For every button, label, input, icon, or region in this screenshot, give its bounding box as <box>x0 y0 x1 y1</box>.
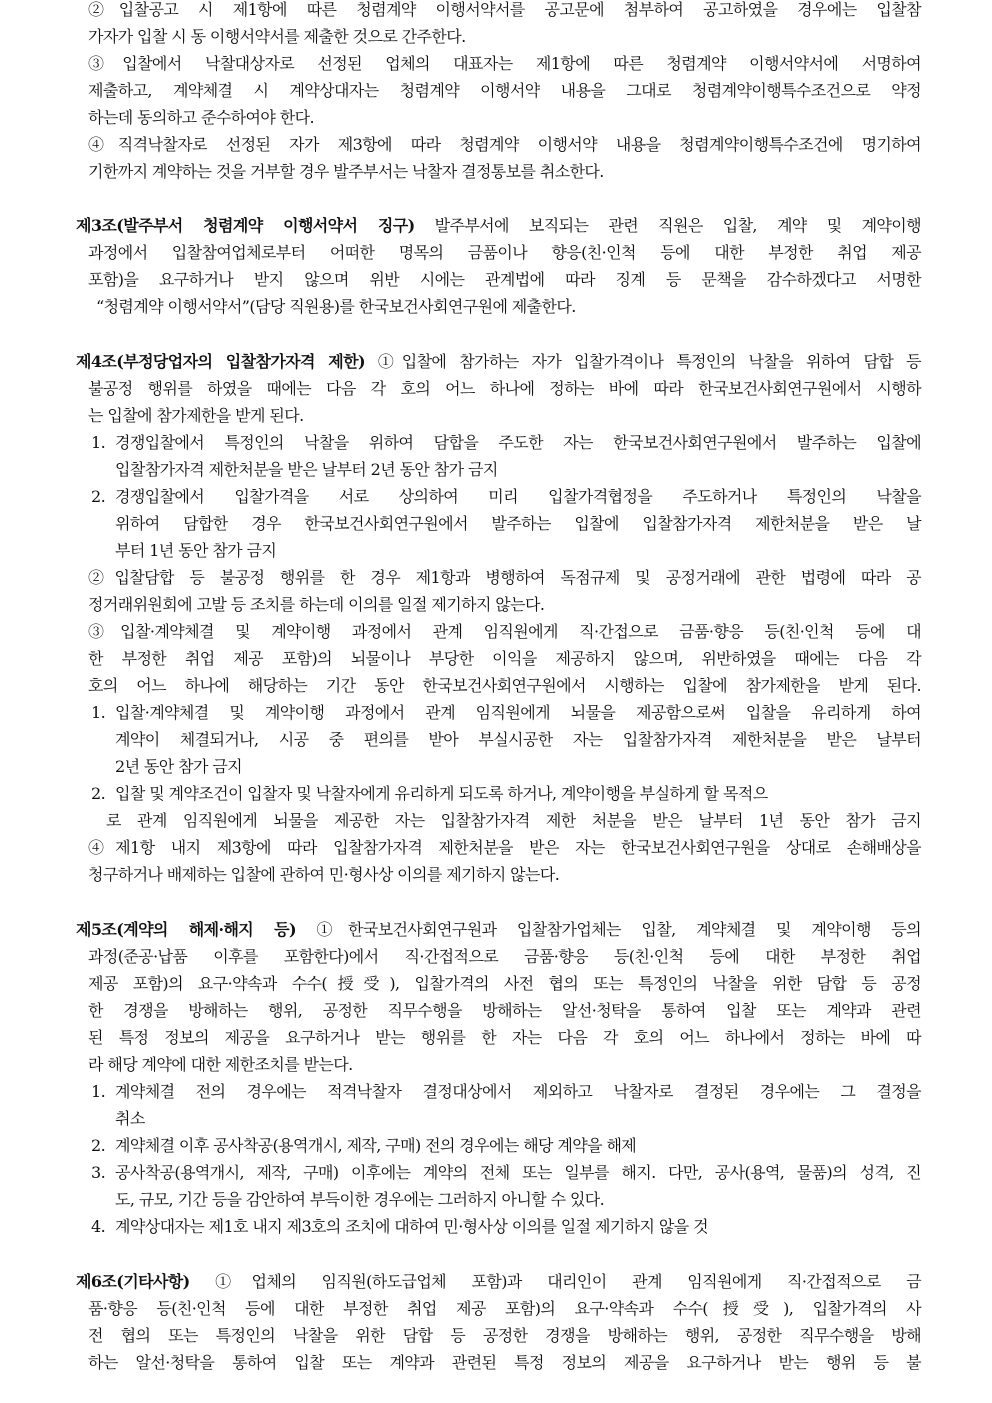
article-heading: 제6조(기타사항) <box>76 1272 190 1291</box>
list-item-line: 공사착공(용역개시, 제작, 구매) 이후에는 계약의 전체 또는 일부를 해지. 다만, 공사(용역, 물품)의 성격, 진 <box>115 1163 921 1182</box>
list-item-line: 부터 1년 동안 참가 금지 <box>115 541 277 560</box>
list-number: 2. <box>91 1136 106 1155</box>
list-number: 1. <box>91 433 106 452</box>
paragraph-line: 호의 어느 하나에 해당하는 기간 동안 한국보건사회연구원에서 시행하는 입찰에 참가제한을 받게 된다. <box>88 676 921 695</box>
list-item-line: 2년 동안 참가 금지 <box>115 757 243 776</box>
paragraph-line: 하는 알선·청탁을 통하여 입찰 또는 계약과 관련된 특정 정보의 제공을 요구하거나 받는 행위 등 불 <box>88 1353 921 1372</box>
list-number: 1. <box>91 1082 106 1101</box>
paragraph-line: 된 특정 정보의 제공을 요구하거나 받는 행위를 한 자는 다음 각 호의 어느 하나에서 정하는 바에 따 <box>88 1028 921 1047</box>
list-item-line: 입찰참가자격 제한처분을 받은 날부터 2년 동안 참가 금지 <box>115 460 498 479</box>
paragraph-text: ①한국보건사회연구원과 입찰참가업체는 입찰, 계약체결 및 계약이행 등의 <box>295 920 921 939</box>
article-4-first-line <box>76 348 921 375</box>
list-item-line: 경쟁입찰에서 특정인의 낙찰을 위하여 담합을 주도한 자는 한국보건사회연구원에서 발주하는 입찰에 <box>115 433 921 452</box>
list-item-line: 계약이 체결되거나, 시공 중 편의를 받아 부실시공한 자는 입찰참가자격 제한처분을 받은 날부터 <box>115 730 921 749</box>
article-heading: 제3조(발주부서 청렴계약 이행서약서 징구) <box>76 216 415 235</box>
paragraph-line: 품·향응 등(친·인척 등에 대한 부정한 취업 제공 포함)의 요구·약속과 수수(授受), 입찰가격의 사 <box>88 1299 921 1318</box>
paragraph-line: 포함)을 요구하거나 받지 않으며 위반 시에는 관계법에 따라 징계 등 문책을 감수하겠다고 서명한 <box>88 270 921 289</box>
paragraph-text: ①입찰에 참가하는 자가 입찰가격이나 특정인의 낙찰을 위하여 담합 등 <box>364 352 921 371</box>
paragraph-line: ④직격낙찰자로 선정된 자가 제3항에 따라 청렴계약 이행서약 내용을 청렴계약이행특수조건에 명기하여 <box>88 135 921 154</box>
list-item-line: 취소 <box>115 1109 145 1128</box>
article-5-first-line <box>76 916 921 943</box>
paragraph-line: ③입찰에서 낙찰대상자로 선정된 업체의 대표자는 제1항에 따른 청렴계약 이행서약서에 서명하여 <box>88 54 921 73</box>
paragraph-line: 한 부정한 취업 제공 포함)의 뇌물이나 부당한 이익을 제공하지 않으며, 위반하였을 때에는 다음 각 <box>88 649 921 668</box>
paragraph-text: ①업체의 임직원(하도급업체 포함)과 대리인이 관계 임직원에게 직·간접적으로 금 <box>189 1272 921 1291</box>
paragraph-line: 라 해당 계약에 대한 제한조치를 받는다. <box>88 1055 353 1074</box>
paragraph-line: ②입찰공고 시 제1항에 따른 청렴계약 이행서약서를 공고문에 첨부하여 공고하였을 경우에는 입찰참 <box>88 0 921 19</box>
list-item-line: 계약체결 전의 경우에는 적격낙찰자 결정대상에서 제외하고 낙찰자로 결정된 경우에는 그 결정을 <box>115 1082 921 1101</box>
paragraph-line: 하는데 동의하고 준수하여야 한다. <box>88 108 314 127</box>
list-item-line: 도, 규모, 기간 등을 감안하여 부득이한 경우에는 그러하지 아니할 수 있다. <box>115 1190 605 1209</box>
paragraph-line: 정거래위원회에 고발 등 조치를 하는데 이의를 일절 제기하지 않는다. <box>88 595 545 614</box>
paragraph-line: ②입찰담합 등 불공정 행위를 한 경우 제1항과 병행하여 독점규제 및 공정거래에 관한 법령에 따라 공 <box>88 568 921 587</box>
paragraph-line: 청구하거나 배제하는 입찰에 관하여 민·형사상 이의를 제기하지 않는다. <box>88 865 560 884</box>
paragraph-line: 불공정 행위를 하였을 때에는 다음 각 호의 어느 하나에 정하는 바에 따라 한국보건사회연구원에서 시행하 <box>88 379 921 398</box>
article-3-first-line <box>76 212 921 239</box>
paragraph-line: 한 경쟁을 방해하는 행위, 공정한 직무수행을 방해하는 알선·청탁을 통하여 입찰 또는 계약과 관련 <box>88 1001 921 1020</box>
paragraph-line: 제공 포함)의 요구·약속과 수수(授受), 입찰가격의 사전 협의 또는 특정인의 낙찰을 위한 담합 등 공정 <box>88 974 921 993</box>
paragraph-line: ③입찰·계약체결 및 계약이행 과정에서 관계 임직원에게 직·간접으로 금품·향응 등(친·인척 등에 대 <box>88 622 921 641</box>
list-item-line: 계약체결 이후 공사착공(용역개시, 제작, 구매) 전의 경우에는 해당 계약을 해제 <box>115 1136 637 1155</box>
paragraph-line: ④제1항 내지 제3항에 따라 입찰참가자격 제한처분을 받은 자는 한국보건사회연구원을 상대로 손해배상을 <box>88 838 921 857</box>
list-number: 2. <box>91 487 106 506</box>
list-item-line: 입찰 및 계약조건이 입찰자 및 낙찰자에게 유리하게 되도록 하거나, 계약이행을 부실하게 할 목적으 <box>115 784 768 803</box>
paragraph-line: 가자가 입찰 시 동 이행서약서를 제출한 것으로 간주한다. <box>88 27 466 46</box>
list-number: 3. <box>91 1163 106 1182</box>
paragraph-line: 과정(준공·납품 이후를 포함한다)에서 직·간접적으로 금품·향응 등(친·인척 등에 대한 부정한 취업 <box>88 947 921 966</box>
article-heading: 제5조(계약의 해제·해지 등) <box>76 920 296 939</box>
paragraph-line: 기한까지 계약하는 것을 거부할 경우 발주부서는 낙찰자 결정통보를 취소한다. <box>88 162 604 181</box>
list-item-line: 위하여 담합한 경우 한국보건사회연구원에서 발주하는 입찰에 입찰참가자격 제한처분을 받은 날 <box>115 514 921 533</box>
list-number: 2. <box>91 784 106 803</box>
paragraph-line: 는 입찰에 참가제한을 받게 된다. <box>88 406 304 425</box>
list-item-line: 로 관계 임직원에게 뇌물을 제공한 자는 입찰참가자격 제한 처분을 받은 날부터 1년 동안 참가 금지 <box>106 811 921 830</box>
paragraph-line: 과정에서 입찰참여업체로부터 어떠한 명목의 금품이나 향응(친·인척 등에 대한 부정한 취업 제공 <box>88 243 921 262</box>
paragraph-line: “청렴계약 이행서약서”(담당 직원용)를 한국보건사회연구원에 제출한다. <box>96 297 576 316</box>
list-number: 1. <box>91 703 106 722</box>
list-item-line: 경쟁입찰에서 입찰가격을 서로 상의하여 미리 입찰가격협정을 주도하거나 특정인의 낙찰을 <box>115 487 921 506</box>
list-number: 4. <box>91 1217 106 1236</box>
list-item-line: 입찰·계약체결 및 계약이행 과정에서 관계 임직원에게 뇌물을 제공함으로써 입찰을 유리하게 하여 <box>115 703 921 722</box>
paragraph-line: 제출하고, 계약체결 시 계약상대자는 청렴계약 이행서약 내용을 그대로 청렴계약이행특수조건으로 약정 <box>88 81 921 100</box>
list-item-line: 계약상대자는 제1호 내지 제3호의 조치에 대하여 민·형사상 이의를 일절 제기하지 않을 것 <box>115 1217 708 1236</box>
article-6-first-line <box>76 1268 921 1295</box>
paragraph-text: 발주부서에 보직되는 관련 직원은 입찰, 계약 및 계약이행 <box>414 216 922 235</box>
article-heading: 제4조(부정당업자의 입찰참가자격 제한) <box>76 352 365 371</box>
paragraph-line: 전 협의 또는 특정인의 낙찰을 위한 담합 등 공정한 경쟁을 방해하는 행위, 공정한 직무수행을 방해 <box>88 1326 921 1345</box>
